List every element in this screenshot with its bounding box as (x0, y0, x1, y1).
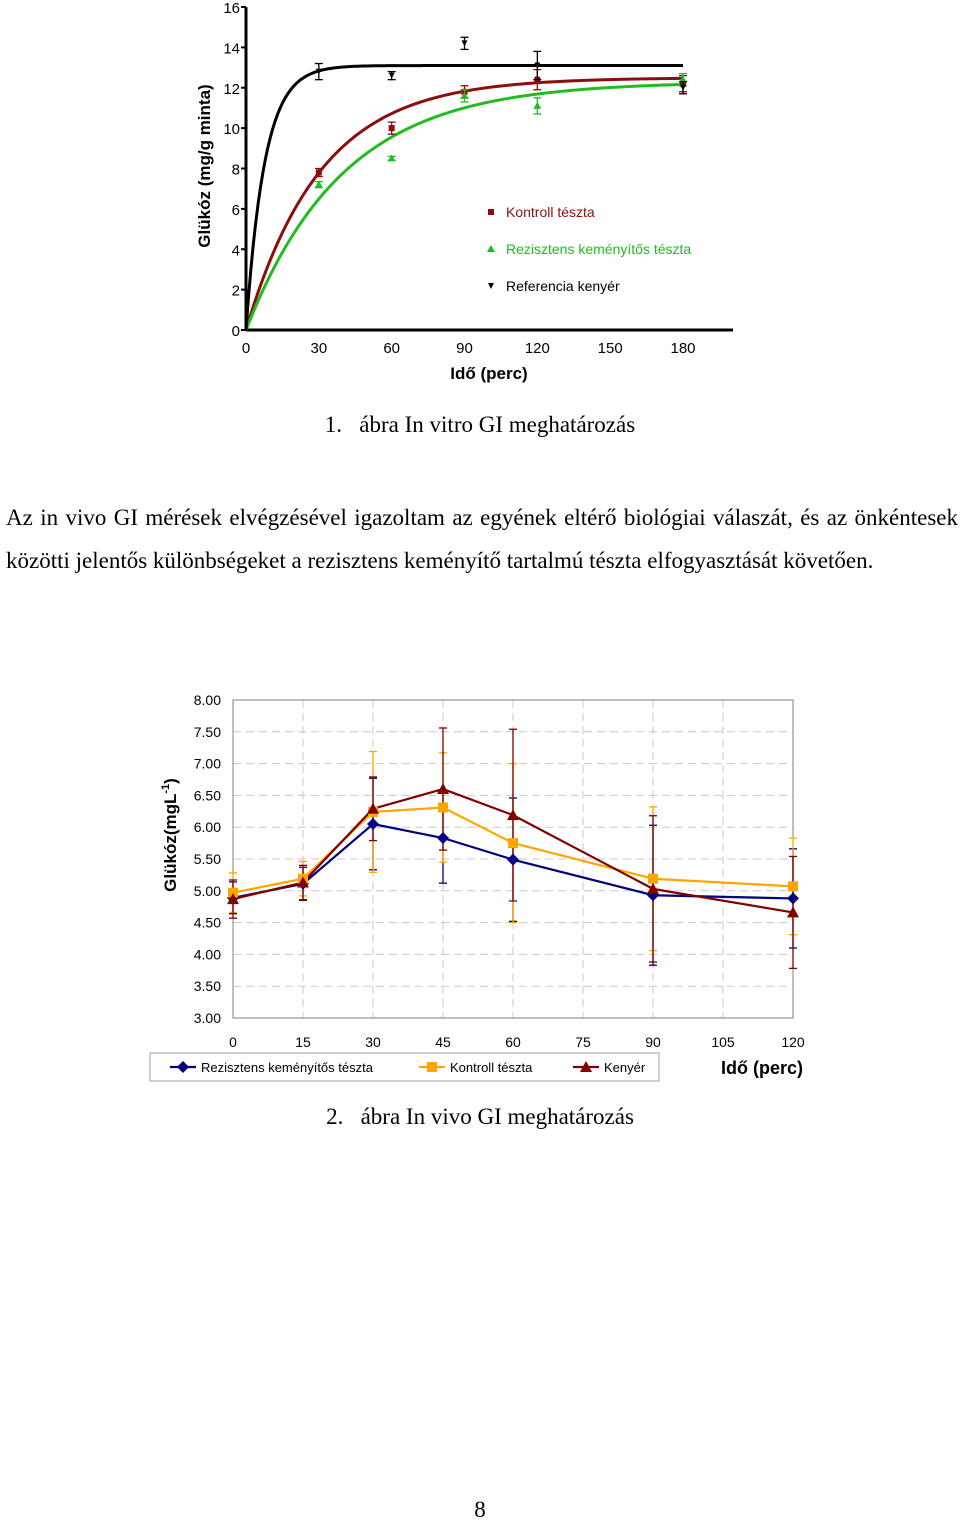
chart2-x-tick-label: 30 (365, 1034, 381, 1050)
chart2-point (437, 783, 449, 794)
chart2-y-tick-label: 3.00 (193, 1010, 221, 1026)
chart1-y-tick-label: 14 (223, 40, 240, 58)
body-paragraph: Az in vivo GI mérések elvégzésével igazoltam az egyének eltérő biológiai válaszát, és az önkéntesek közötti jelentős különbségeket a rezisztens keményítő tartalmú tészta elfogyasztását követően. (6, 505, 958, 573)
chart2-x-tick-label: 60 (505, 1034, 521, 1050)
chart2-axes (194, 692, 805, 1050)
chart1-xlabel: Idő (perc) (450, 364, 528, 383)
chart1-x-tick-label: 180 (670, 340, 696, 357)
chart2-ylabel: Glükóz(mgL$^{-1}$) (160, 778, 180, 892)
chart1-point (316, 170, 322, 176)
chart2-y-tick-label: 5.00 (193, 882, 221, 899)
in-vitro-chart (0, 0, 960, 395)
chart1-x-tick-label: 120 (524, 340, 550, 357)
chart1-data-points (315, 37, 687, 187)
chart1-point (680, 85, 686, 91)
chart2-y-tick-label: 4.50 (193, 914, 221, 931)
chart1-y-tick-label: 6 (231, 201, 240, 219)
chart2-point (787, 892, 799, 904)
chart1-point (388, 154, 396, 161)
figure2-caption-text: ábra In vivo GI meghatározás (360, 1104, 634, 1129)
chart1-legend-label: Rezisztens keményítős tészta (506, 241, 692, 257)
chart2-point (507, 854, 519, 866)
chart1-legend-marker (488, 209, 494, 215)
chart2-y-tick-label: 6.50 (193, 787, 221, 804)
chart1-y-tick-label: 2 (231, 282, 240, 300)
chart2-point (508, 838, 518, 848)
figure2-caption-number: 2. (326, 1104, 344, 1129)
chart2-point (648, 874, 658, 884)
chart1-x-tick-label: 60 (383, 340, 401, 357)
chart1-point (389, 73, 395, 79)
chart2-x-tick-label: 75 (575, 1034, 591, 1050)
chart2-x-tick-label: 120 (781, 1034, 805, 1050)
chart1-point (462, 40, 468, 46)
chart1-y-tick-label: 0 (231, 323, 240, 340)
chart2-legend (150, 1053, 659, 1081)
chart1-y-tick-label: 8 (231, 161, 240, 179)
chart2-y-tick-label: 7.50 (193, 723, 221, 740)
chart1-legend-label: Kontroll tészta (506, 204, 595, 220)
chart2-legend-label: Kenyér (604, 1060, 646, 1075)
chart2-legend-marker (427, 1062, 437, 1072)
chart2-y-tick-label: 6.00 (193, 819, 221, 836)
chart1-legend (487, 204, 691, 294)
chart1-y-tick-label: 4 (231, 242, 240, 260)
chart1-y-tick-label: 16 (223, 0, 240, 17)
chart1-point (533, 102, 541, 109)
chart2-point (437, 832, 449, 844)
chart2-x-tick-label: 45 (435, 1034, 451, 1050)
chart2-y-tick-label: 7.00 (193, 755, 221, 772)
chart2-legend-label: Kontroll tészta (450, 1060, 533, 1075)
chart1-point (389, 125, 395, 131)
chart1-x-tick-label: 90 (456, 340, 473, 357)
chart2-y-tick-label: 4.00 (193, 946, 221, 963)
figure1-caption (0, 412, 960, 438)
chart1-x-tick-label: 150 (597, 340, 623, 357)
chart2-xlabel: Idő (perc) (720, 1058, 804, 1078)
chart2-point (438, 802, 448, 812)
in-vivo-chart (0, 685, 960, 1095)
chart2-point (647, 883, 659, 894)
chart2-x-tick-label: 90 (645, 1034, 661, 1050)
chart2-legend-label: Rezisztens keményítős tészta (201, 1060, 373, 1075)
chart1-legend-marker (487, 245, 495, 252)
chart1-ylabel: Glükóz (mg/g minta) (195, 84, 214, 248)
figure1-caption-text: ábra In vitro GI meghatározás (359, 412, 636, 437)
chart1-legend-marker (488, 283, 494, 289)
chart2-x-tick-label: 105 (711, 1034, 735, 1050)
chart1-legend-label: Referencia kenyér (506, 278, 620, 294)
chart2-y-tick-label: 3.50 (193, 978, 221, 995)
figure1-caption-number: 1. (324, 412, 343, 437)
chart1-y-tick-label: 12 (223, 80, 240, 98)
chart1-x-tick-label: 30 (310, 340, 328, 357)
chart2-point (788, 881, 798, 891)
page-number: 8 (474, 1497, 486, 1522)
figure2-caption (0, 1104, 960, 1130)
chart1-y-tick-label: 10 (223, 121, 240, 139)
chart1-x-tick-label: 0 (241, 340, 251, 357)
chart2-x-tick-label: 0 (229, 1034, 237, 1050)
chart2-y-tick-label: 8.00 (193, 692, 221, 708)
chart2-y-tick-label: 5.50 (193, 851, 221, 867)
chart1-axes (223, 0, 733, 357)
chart2-x-tick-label: 15 (295, 1034, 311, 1050)
